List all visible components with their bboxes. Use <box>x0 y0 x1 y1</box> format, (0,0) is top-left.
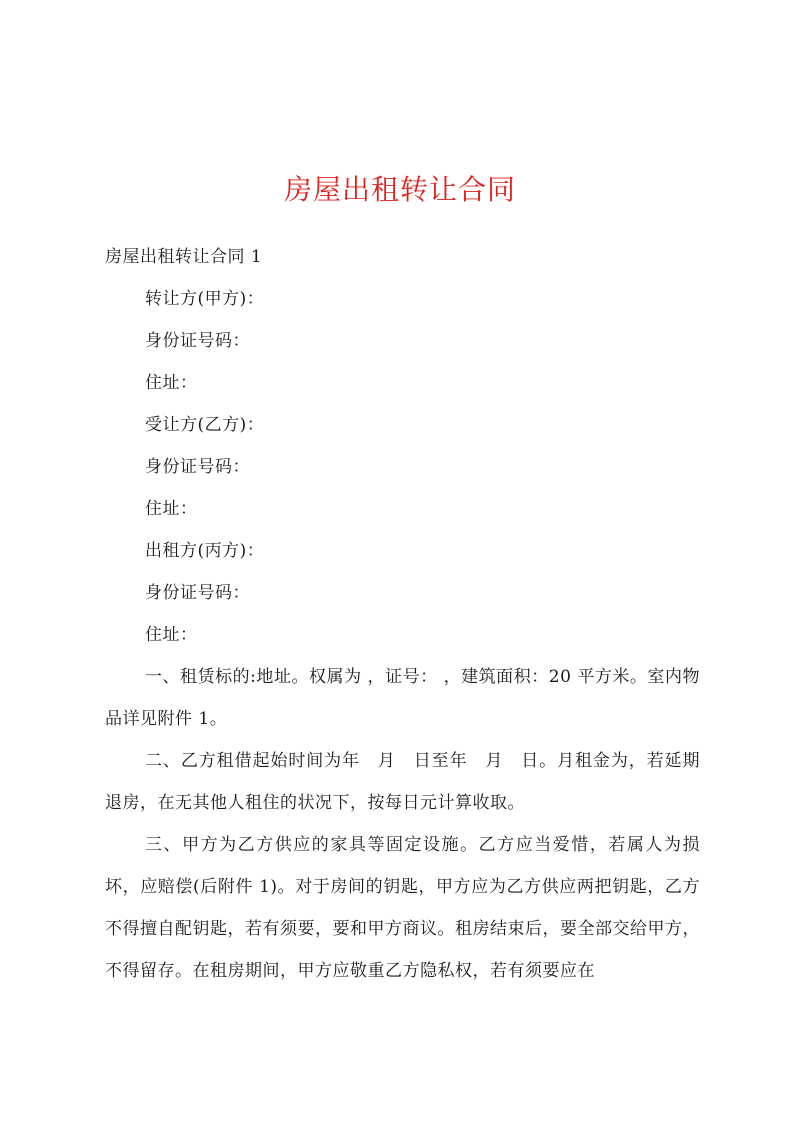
document-title: 房屋出租转让合同 <box>283 173 516 206</box>
field-lessor: 出租方(丙方)： <box>145 541 265 561</box>
field-lessor-address: 住址： <box>145 625 198 645</box>
document-subtitle: 房屋出租转让合同 1 <box>105 247 263 267</box>
field-transferee-address: 住址： <box>145 499 198 519</box>
clause-1: 一、租赁标的:地址。权属为 ，证号： ，建筑面积：20 平方米。室内物品详见附件 1。 <box>105 667 700 729</box>
field-transferee-id: 身份证号码： <box>145 457 250 477</box>
field-lessor-id: 身份证号码： <box>145 583 250 603</box>
field-transferor-address: 住址： <box>145 373 198 393</box>
field-transferor-id: 身份证号码： <box>145 331 250 351</box>
document-body <box>105 236 700 992</box>
clause-3: 三、甲方为乙方供应的家具等固定设施。乙方应当爱惜，若属人为损坏，应赔偿(后附件 1)。对于房间的钥匙，甲方应为乙方供应两把钥匙，乙方不得擅自配钥匙，若有须要，要和甲方商议。租房结束后，要全部交给甲方，不得留存。在租房期间，甲方应敬重乙方隐私权，若有须要应在 <box>105 835 700 981</box>
clause-2: 二、乙方租借起始时间为年 月 日至年 月 日。月租金为，若延期退房，在无其他人租住的状况下，按每日元计算收取。 <box>105 751 700 813</box>
field-transferee: 受让方(乙方)： <box>145 415 265 435</box>
field-transferor: 转让方(甲方)： <box>145 289 265 309</box>
